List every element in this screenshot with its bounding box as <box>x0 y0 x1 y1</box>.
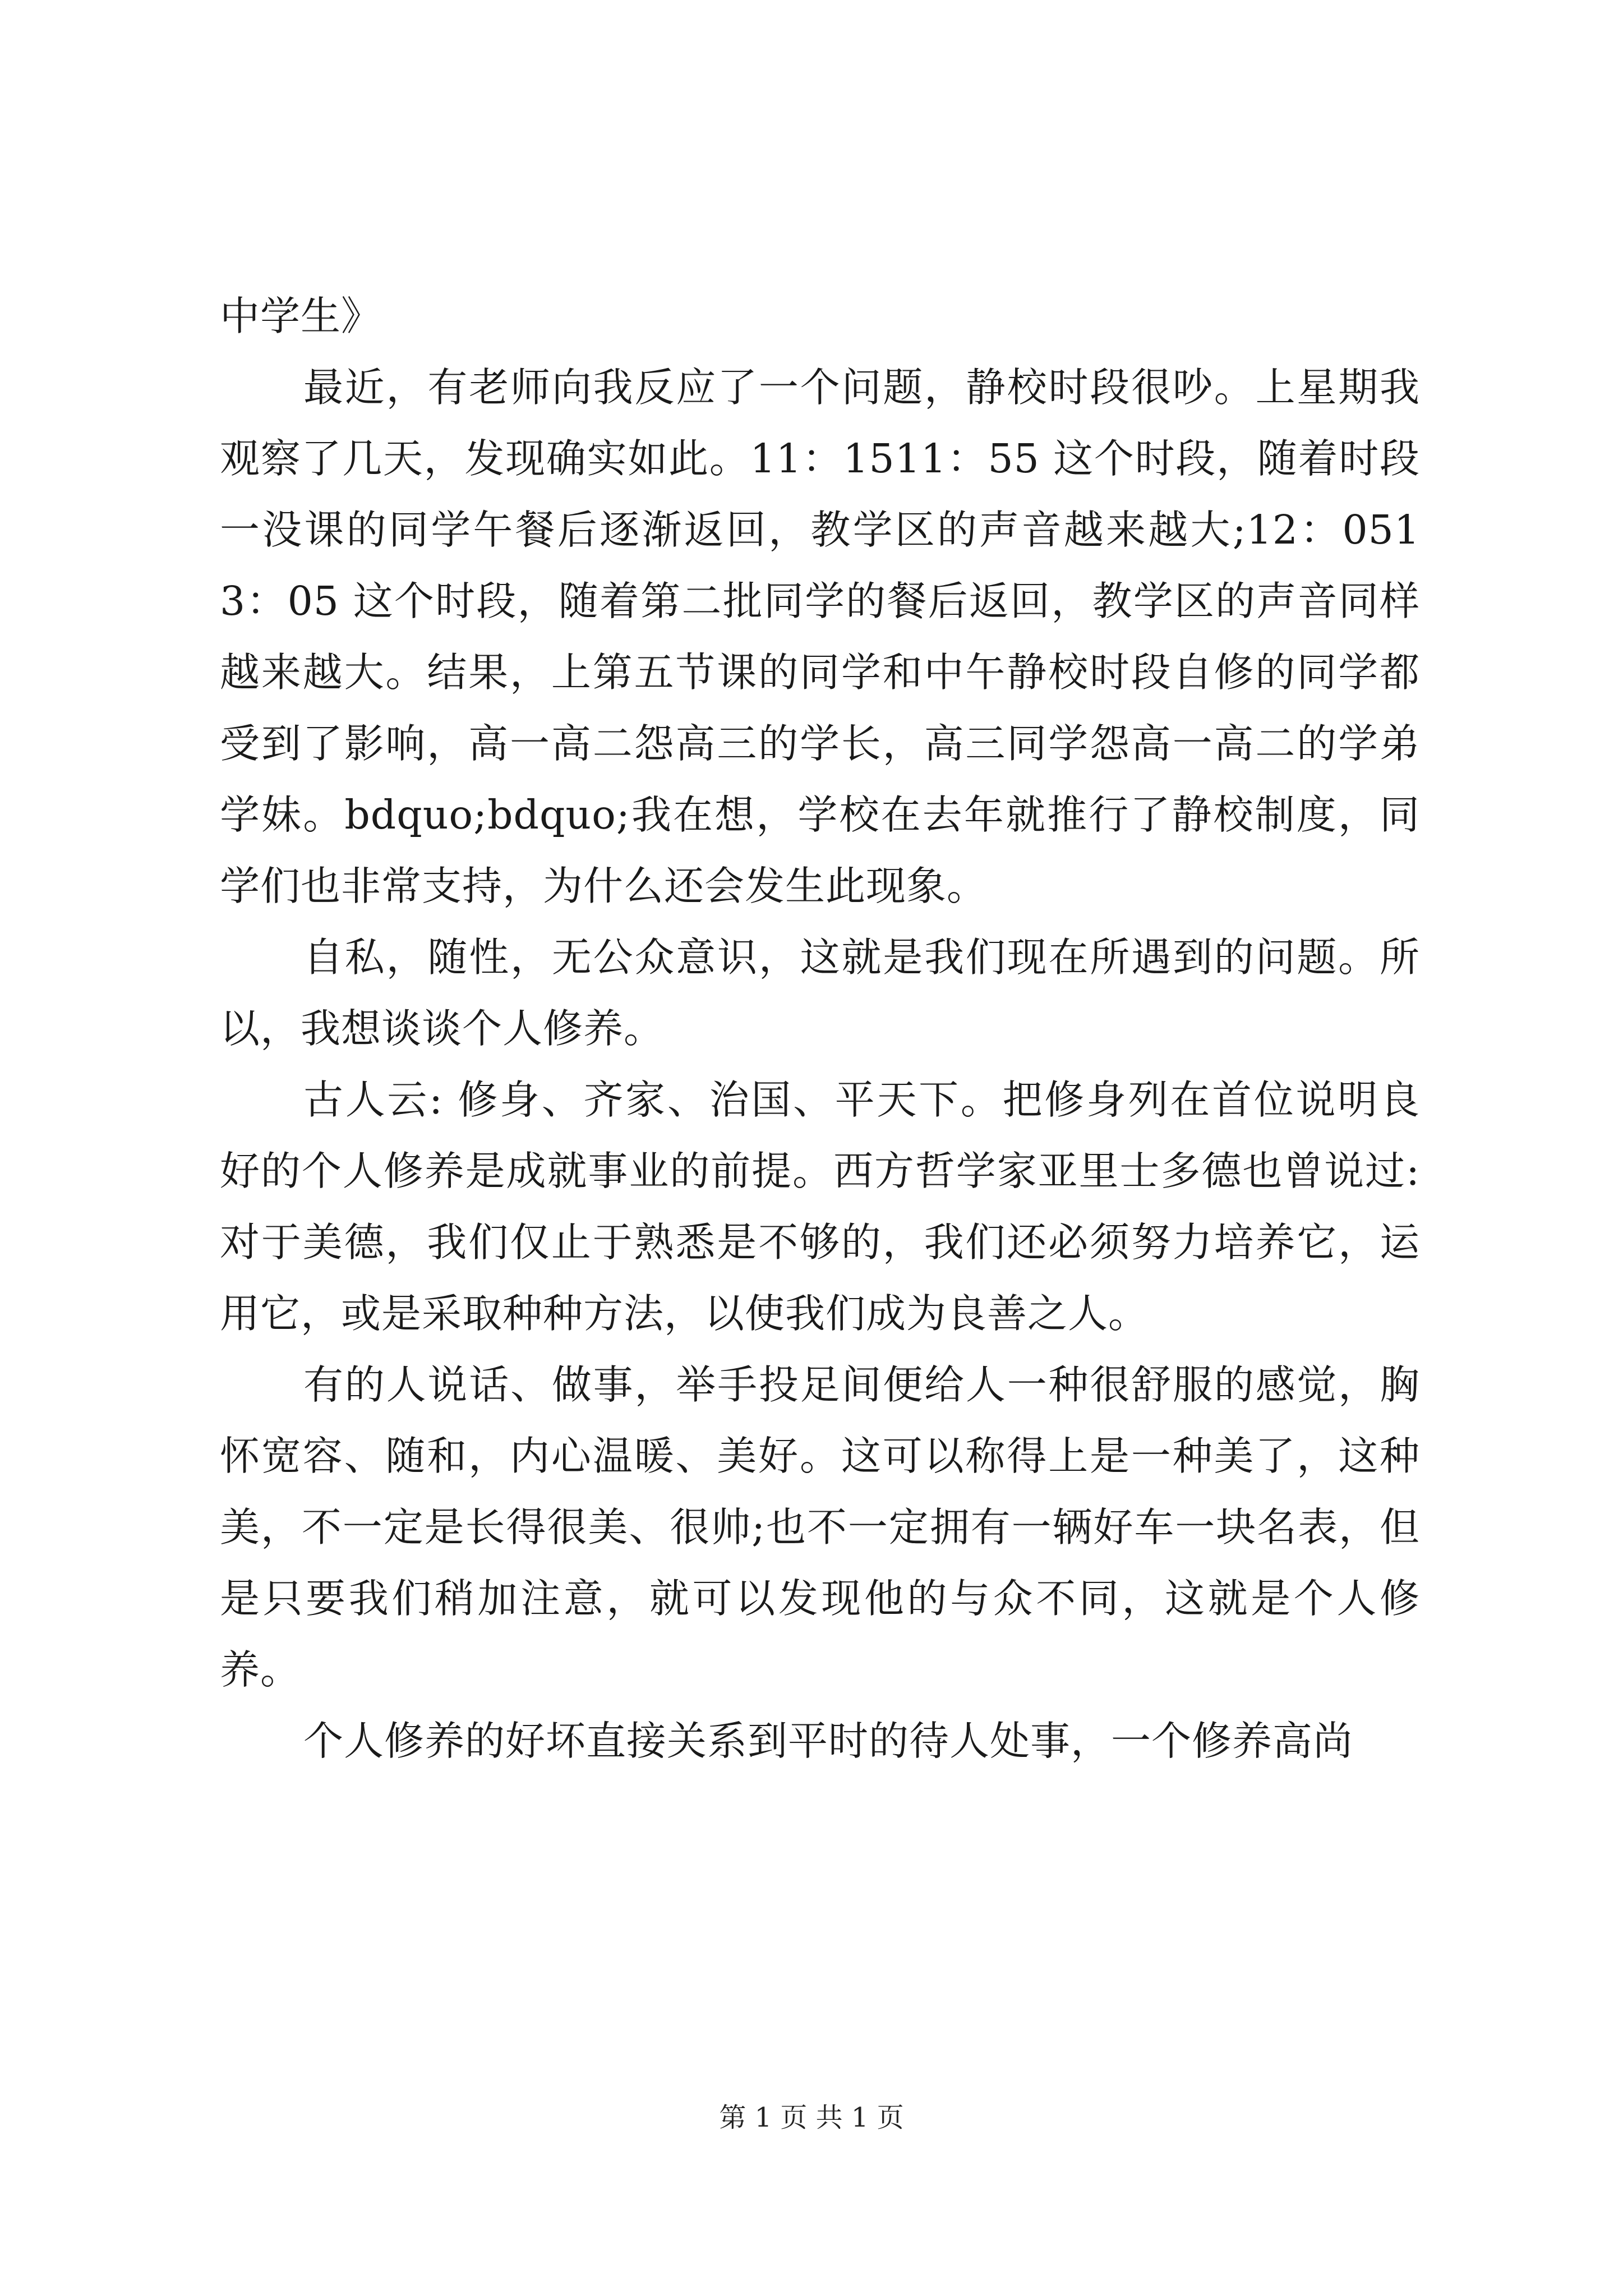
paragraph-heading-tail: 中学生》 <box>220 293 382 339</box>
document-body <box>220 280 1420 1777</box>
paragraph-5: 个人修养的好坏直接关系到平时的待人处事，一个修养高尚 <box>303 1718 1354 1764</box>
paragraph-3: 古人云: 修身、齐家、治国、平天下。把修身列在首位说明良好的个人修养是成就事业的前提。西方哲学家亚里士多德也曾说过: 对于美德，我们仅止于熟悉是不够的，我们还必须努力培养它，运用它，或是采取种种方法，以使我们成为良善之人。 <box>220 1076 1420 1337</box>
page-footer: 第 1 页 共 1 页 <box>719 2102 904 2133</box>
paragraph-2: 自私，随性，无公众意识，这就是我们现在所遇到的问题。所以，我想谈谈个人修养。 <box>220 934 1420 1052</box>
paragraph-1: 最近，有老师向我反应了一个问题，静校时段很吵。上星期我观察了几天，发现确实如此。11：1511：55 这个时段，随着时段一没课的同学午餐后逐渐返回，教学区的声音越来越大;12：0513：05 这个时段，随着第二批同学的餐后返回，教学区的声音同样越来越大。结果，上第五节课的同学和中午静校时段自修的同学都受到了影响，高一高二怨高三的学长，高三同学怨高一高二的学弟学妹。bdquo;bdquo;我在想，学校在去年就推行了静校制度，同学们也非常支持，为什么还会发生此现象。 <box>220 364 1420 909</box>
paragraph-4: 有的人说话、做事，举手投足间便给人一种很舒服的感觉，胸怀宽容、随和，内心温暖、美好。这可以称得上是一种美了，这种美，不一定是长得很美、很帅;也不一定拥有一辆好车一块名表，但是只要我们稍加注意，就可以发现他的与众不同，这就是个人修养。 <box>220 1361 1420 1693</box>
